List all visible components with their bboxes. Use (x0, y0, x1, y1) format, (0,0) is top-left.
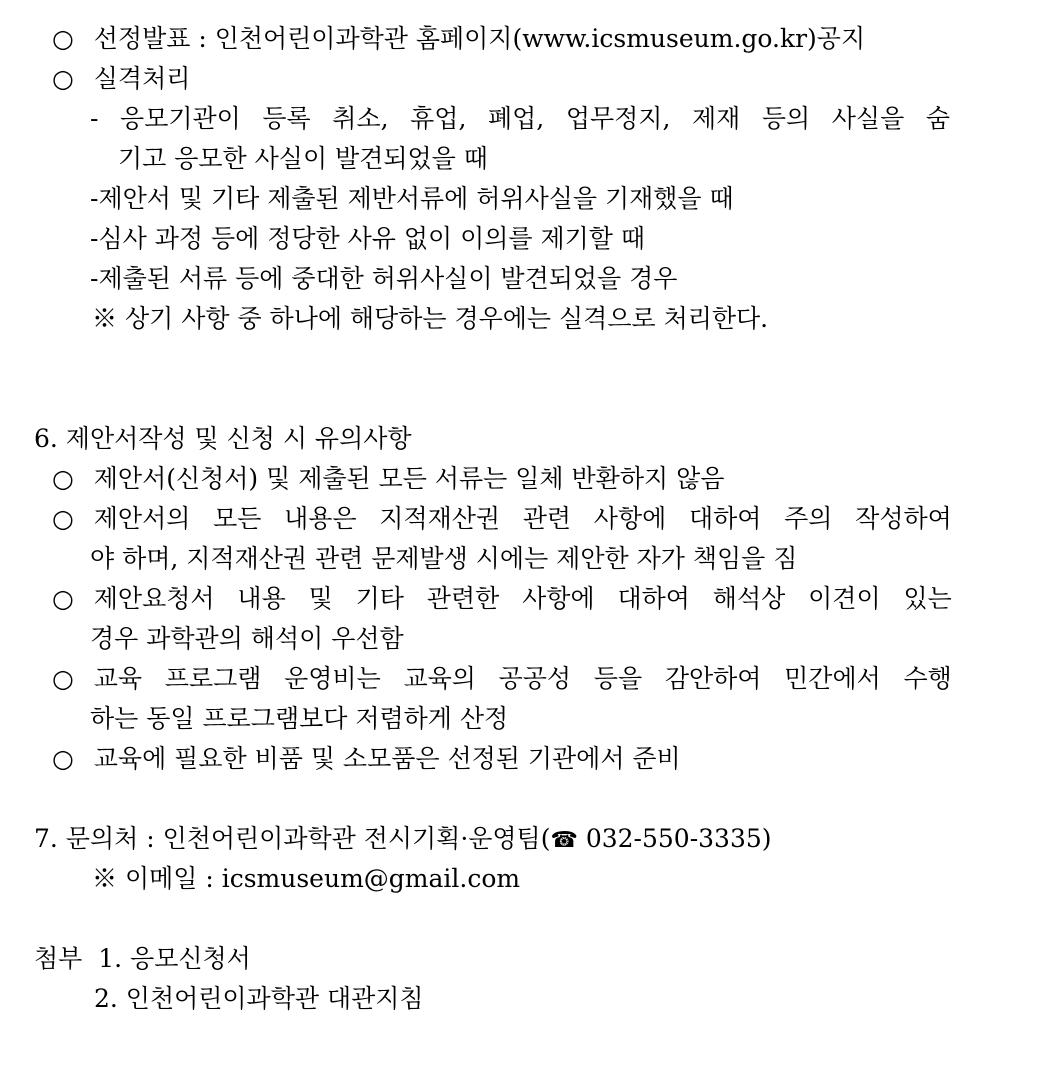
disqual-item: -심사 과정 등에 정당한 사유 없이 이의를 제기할 때 (90, 224, 646, 253)
disqual-item-continued: 기고 응모한 사실이 발견되었을 때 (118, 144, 488, 173)
section6-heading: 6. 제안서작성 및 신청 시 유의사항 (34, 424, 412, 453)
section6-item-text: 교육에 필요한 비품 및 소모품은 선정된 기관에서 준비 (93, 744, 681, 773)
section6-item (52, 744, 681, 774)
bullet-marker: ○ (52, 464, 74, 493)
section7-heading-line (34, 824, 772, 856)
contact-email: ※ 이메일 : icsmuseum@gmail.com (92, 864, 521, 893)
bullet-marker: ○ (52, 584, 74, 613)
disqual-title-line (52, 64, 190, 94)
disqual-item: -제출된 서류 등에 중대한 허위사실이 발견되었을 경우 (90, 264, 678, 293)
bullet-marker: ○ (52, 744, 74, 773)
phone-icon: ☎ (550, 828, 578, 853)
section6-item (52, 584, 950, 614)
section6-item-continued: 하는 동일 프로그램보다 저렴하게 산정 (90, 704, 509, 733)
section6-item-continued: 야 하며, 지적재산권 관련 문제발생 시에는 제안한 자가 책임을 짐 (90, 544, 798, 573)
section6-item-text: 교육 프로그램 운영비는 교육의 공공성 등을 감안하여 민간에서 수행 (93, 664, 952, 693)
section6-item-text: 제안서(신청서) 및 제출된 모든 서류는 일체 반환하지 않음 (93, 464, 725, 493)
section6-item (52, 664, 950, 694)
announce-line (52, 24, 865, 54)
disqual-item: -제안서 및 기타 제출된 제반서류에 허위사실을 기재했을 때 (90, 184, 734, 213)
bullet-marker: ○ (52, 664, 74, 693)
section6-item-text: 제안요청서 내용 및 기타 관련한 사항에 대하여 해석상 이견이 있는 (93, 584, 952, 613)
bullet-marker: ○ (52, 504, 74, 533)
attachment-item: 2. 인천어린이과학관 대관지침 (94, 984, 424, 1013)
section7-heading: 7. 문의처 : 인천어린이과학관 전시기획·운영팀( (34, 824, 551, 853)
disqual-title: 실격처리 (93, 64, 191, 93)
section6-item (52, 464, 724, 494)
disqual-item: - 응모기관이 등록 취소, 휴업, 폐업, 업무정지, 제재 등의 사실을 숨 (90, 104, 950, 133)
section6-item (52, 504, 950, 534)
attachments-line (34, 944, 251, 974)
disqual-note: ※ 상기 사항 중 하나에 해당하는 경우에는 실격으로 처리한다. (92, 304, 769, 333)
announce-text: 선정발표 : 인천어린이과학관 홈페이지(www.icsmuseum.go.kr)공지 (93, 24, 866, 53)
phone-number: 032-550-3335) (577, 824, 772, 853)
bullet-marker: ○ (52, 64, 74, 93)
attachments-label: 첨부 (34, 944, 83, 973)
section6-item-continued: 경우 과학관의 해석이 우선함 (90, 624, 404, 653)
section6-item-text: 제안서의 모든 내용은 지적재산권 관련 사항에 대하여 주의 작성하여 (93, 504, 952, 533)
bullet-marker: ○ (52, 24, 74, 53)
attachment-item: 1. 응모신청서 (98, 944, 251, 973)
